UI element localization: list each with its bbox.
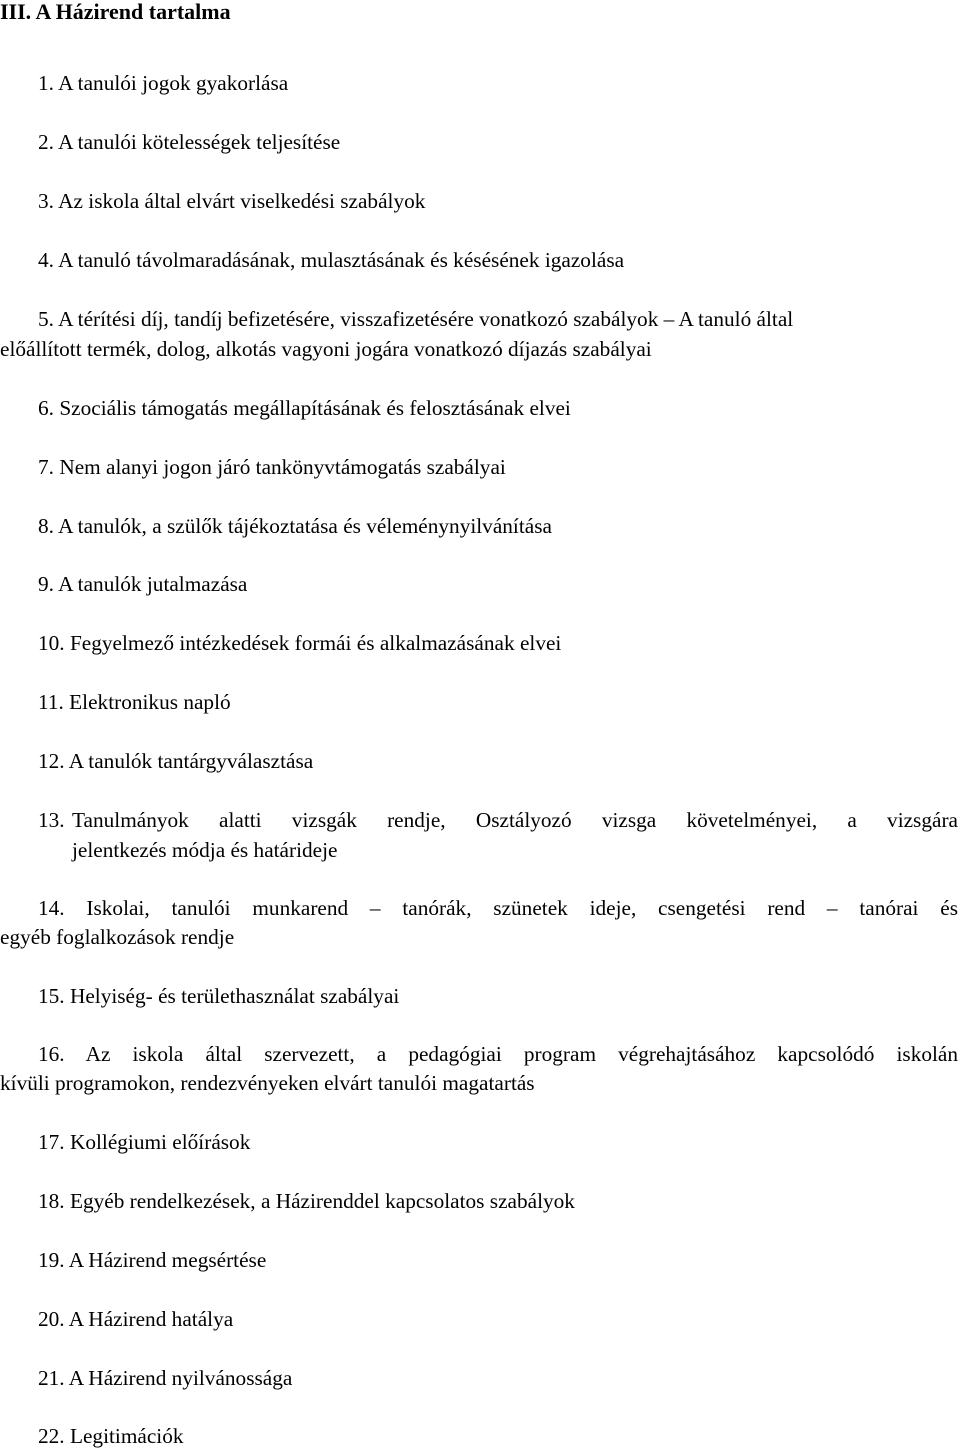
item-text: Helyiség- és területhasználat szabályai (69, 984, 400, 1008)
item-number: 8. (38, 514, 54, 538)
item-text: A tanulók tantárgyválasztása (68, 749, 314, 773)
list-item (38, 806, 958, 865)
list-item (38, 187, 425, 217)
item-text: A tanulói jogok gyakorlása (58, 71, 289, 95)
item-number: 10. (38, 631, 65, 655)
list-item (38, 982, 399, 1012)
item-number: 22. (38, 1424, 65, 1448)
list-item (38, 394, 571, 424)
list-item (38, 1364, 292, 1394)
item-text-line-2: előállított termék, dolog, alkotás vagyoni jogára vonatkozó díjazás szabályai (0, 337, 652, 361)
item-text-line-2: kívüli programokon, rendezvényeken elvárt tanulói magatartás (0, 1071, 535, 1095)
item-text: Egyéb rendelkezések, a Házirenddel kapcsolatos szabályok (69, 1189, 575, 1213)
item-text: Legitimációk (69, 1424, 184, 1448)
list-item (38, 894, 958, 924)
item-text: Szociális támogatás megállapításának és felosztásának elvei (59, 396, 571, 420)
item-text: A Házirend nyilvánossága (68, 1366, 293, 1390)
item-text: A tanulók jutalmazása (58, 572, 248, 596)
list-item (38, 1246, 266, 1276)
item-number: 4. (38, 248, 54, 272)
item-number: 19. (38, 1248, 65, 1272)
item-text-line-2: egyéb foglalkozások rendje (0, 925, 235, 949)
list-item (38, 305, 958, 335)
item-number: 16. (38, 1042, 65, 1066)
item-number: 13. (38, 808, 65, 832)
item-text-line-1: Iskolai, tanulói munkarend – tanórák, szünetek ideje, csengetési rend – tanórai és (86, 896, 958, 920)
item-text: Elektronikus napló (69, 690, 231, 714)
item-text-line-2: jelentkezés módja és határideje (72, 837, 338, 862)
item-number: 17. (38, 1130, 65, 1154)
item-number: 7. (38, 455, 54, 479)
item-text-line-1: A térítési díj, tandíj befizetésére, visszafizetésére vonatkozó szabályok – A tanuló által (58, 307, 794, 331)
list-item (38, 69, 288, 99)
list-item (38, 570, 247, 600)
item-text: A tanulók, a szülők tájékoztatása és véleménynyilvánítása (58, 514, 552, 538)
list-item (38, 1187, 575, 1217)
item-text: A Házirend megsértése (68, 1248, 267, 1272)
item-text-line-1: Tanulmányok alatti vizsgák rendje, Osztályozó vizsga követelményei, a vizsgára (72, 808, 958, 832)
item-text-line-1: Az iskola által szervezett, a pedagógiai program végrehajtásához kapcsolódó iskolán (85, 1042, 959, 1066)
item-text: A Házirend hatálya (68, 1307, 234, 1331)
list-item (38, 1040, 958, 1070)
item-number: 18. (38, 1189, 65, 1213)
section-heading: III. A Házirend tartalma (0, 0, 231, 24)
list-item (38, 1422, 184, 1452)
list-item (38, 512, 552, 542)
item-number: 11. (38, 690, 64, 714)
list-item (38, 1128, 250, 1158)
list-item (38, 747, 313, 777)
item-number: 5. (38, 307, 54, 331)
item-number: 2. (38, 130, 54, 154)
item-text: Az iskola által elvárt viselkedési szabályok (58, 189, 426, 213)
item-number: 20. (38, 1307, 65, 1331)
list-item (38, 453, 506, 483)
item-number: 14. (38, 896, 65, 920)
item-text: Fegyelmező intézkedések formái és alkalmazásának elvei (69, 631, 562, 655)
item-number: 21. (38, 1366, 65, 1390)
item-number: 12. (38, 749, 65, 773)
item-number: 9. (38, 572, 54, 596)
item-text: Nem alanyi jogon járó tankönyvtámogatás szabályai (59, 455, 506, 479)
list-item (38, 688, 231, 718)
list-item-continuation (0, 1069, 535, 1099)
item-number: 6. (38, 396, 54, 420)
item-number: 15. (38, 984, 65, 1008)
list-item-continuation (0, 335, 652, 365)
list-item-continuation (0, 923, 234, 953)
item-number: 3. (38, 189, 54, 213)
list-item (38, 128, 340, 158)
list-item (38, 1305, 233, 1335)
item-number: 1. (38, 71, 54, 95)
list-item (38, 629, 561, 659)
item-text: Kollégiumi előírások (69, 1130, 251, 1154)
item-text: A tanulói kötelességek teljesítése (58, 130, 341, 154)
item-text: A tanuló távolmaradásának, mulasztásának és késésének igazolása (58, 248, 625, 272)
list-item (38, 246, 624, 276)
